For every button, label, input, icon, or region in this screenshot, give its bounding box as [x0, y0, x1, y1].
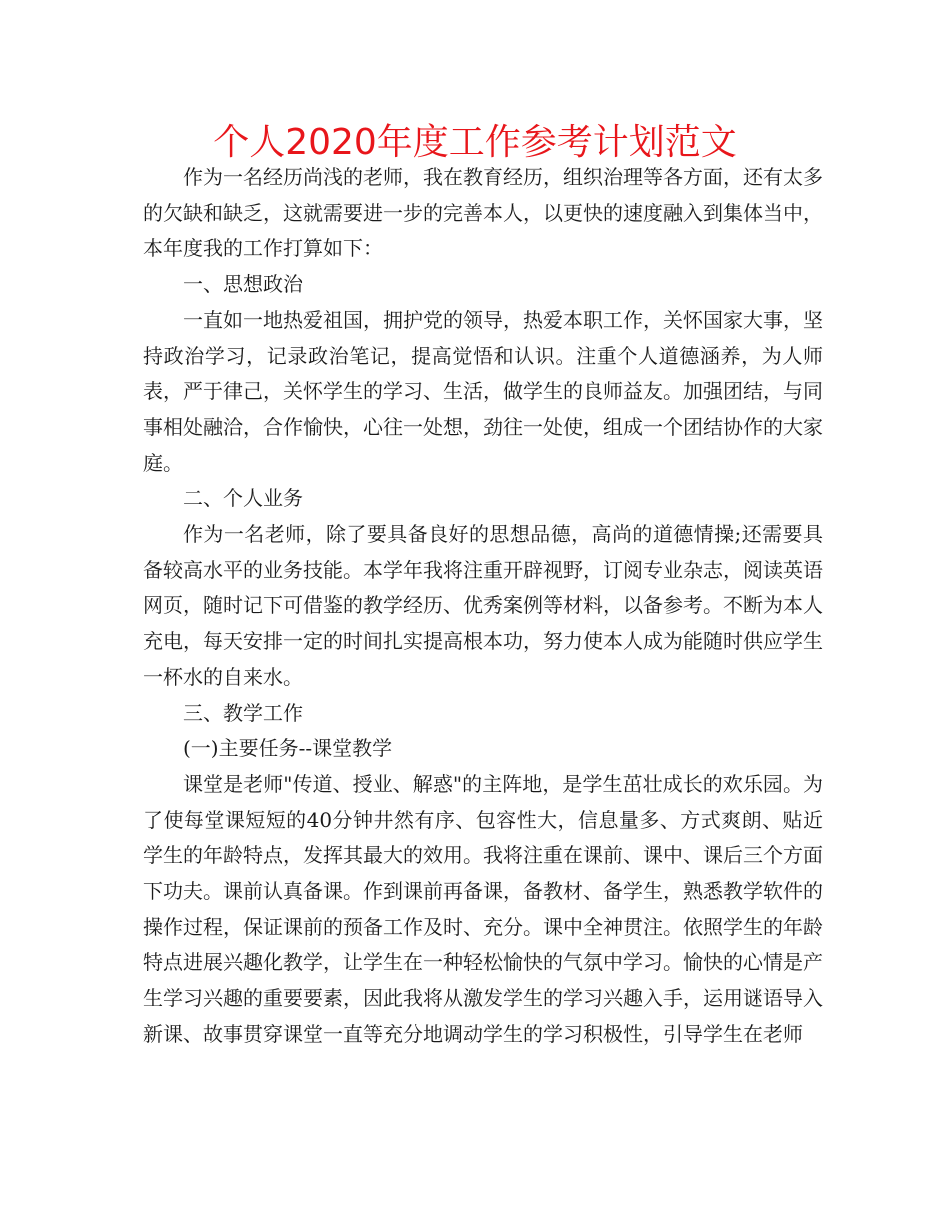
paragraph-business: 作为一名老师，除了要具备良好的思想品德，高尚的道德情操;还需要具备较高水平的业务技能。本学年我将注重开辟视野，订阅专业杂志，阅读英语网页，随时记下可借鉴的教学经历、优秀案例等材料，以备参考。不断为本人充电，每天安排一定的时间扎实提高根本功，努力使本人成为能随时供应学生一杯水的自来水。 [143, 522, 823, 689]
paragraph-classroom: 课堂是老师"传道、授业、解惑"的主阵地，是学生茁壮成长的欢乐园。为了使每堂课短短的40分钟井然有序、包容性大，信息量多、方式爽朗、贴近学生的年龄特点，发挥其最大的效用。我将注重在课前、课中、课后三个方面下功夫。课前认真备课。作到课前再备课，备教材、备学生，熟悉教学软件的操作过程，保证课前的预备工作及时、充分。课中全神贯注。依照学生的年龄特点进展兴趣化教学，让学生在一种轻松愉快的气氛中学习。愉快的心情是产生学习兴趣的重要要素，因此我将从激发学生的学习兴趣入手，运用谜语导入新课、故事贯穿课堂一直等充分地调动学生的学习积极性，引导学生在老师 [143, 771, 823, 1046]
section-heading-politics: 一、思想政治 [183, 272, 303, 297]
paragraph-intro: 作为一名经历尚浅的老师，我在教育经历，组织治理等各方面，还有太多的欠缺和缺乏，这就需要进一步的完善本人，以更快的速度融入到集体当中，本年度我的工作打算如下： [143, 165, 823, 261]
section-heading-business: 二、个人业务 [183, 486, 303, 511]
document-body [143, 160, 823, 1053]
subheading-classroom: (一)主要任务--课堂教学 [183, 736, 393, 761]
section-heading-teaching: 三、教学工作 [183, 700, 303, 725]
paragraph-politics: 一直如一地热爱祖国，拥护党的领导，热爱本职工作，关怀国家大事，坚持政治学习，记录政治笔记，提高觉悟和认识。注重个人道德涵养，为人师表，严于律己，关怀学生的学习、生活，做学生的良师益友。加强团结，与同事相处融洽，合作愉快，心往一处想，劲往一处使，组成一个团结协作的大家庭。 [143, 307, 823, 475]
document-title: 个人2020年度工作参考计划范文 [213, 122, 737, 163]
